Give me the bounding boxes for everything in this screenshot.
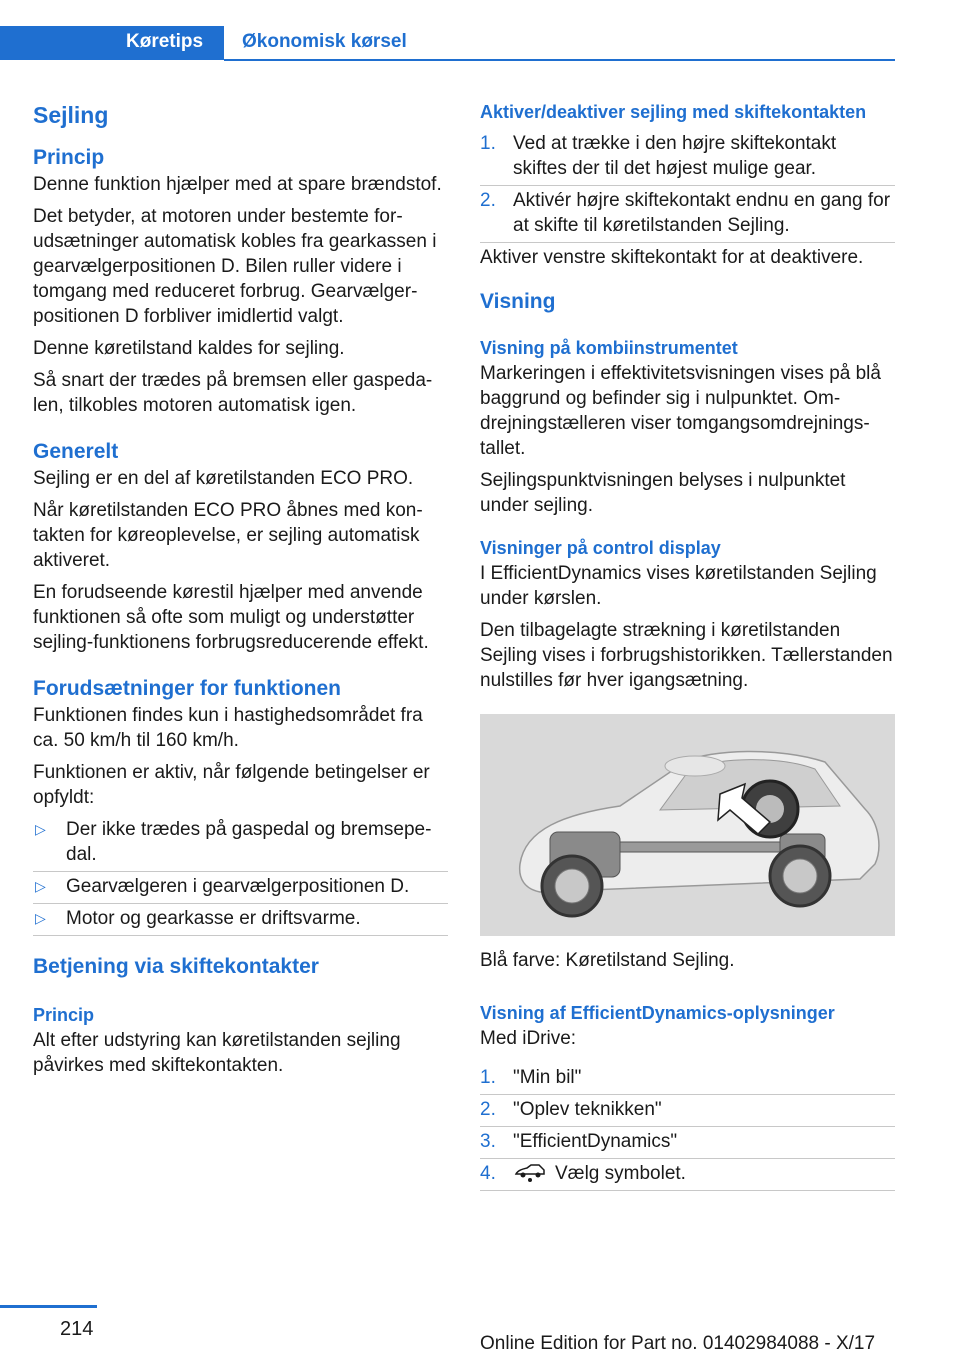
subheading-control-display: Visninger på control display <box>480 538 721 558</box>
step-text: "Min bil" <box>513 1067 582 1088</box>
section-heading-betjening: Betjening via skiftekontakter <box>33 955 319 978</box>
paragraph: Den tilbagelagte strækning i køretilstanden Sejling vises i forbrugshistorikken. Tællerstanden nulstilles før hver igangsætning. <box>480 620 893 691</box>
section-heading-forudsaetninger: Forudsætninger for funktionen <box>33 677 341 700</box>
section-heading-visning: Visning <box>480 290 556 313</box>
paragraph: Alt efter udstyring kan køretilstanden sejling påvirkes med skiftekontakten. <box>33 1030 401 1076</box>
header-tabbar <box>0 26 895 62</box>
page-title: Sejling <box>33 102 109 128</box>
paragraph: Det betyder, at motoren under bestemte forudsætninger automatisk kobles fra gearkassen i gearvælgerpositionen D. Bilen ruller videre i tomgang med reduceret forbrug. Gearvælgerpositionen D forbliver imidlertid valgt. <box>33 206 437 327</box>
paragraph: Funktionen er aktiv, når følgende betingelser er opfyldt: <box>33 762 430 808</box>
step-number: 1. <box>480 1067 496 1088</box>
paragraph: Sejlingspunktvisningen belyses i nulpunktet under sejling. <box>480 470 846 516</box>
car-drivetrain-figure <box>480 714 895 936</box>
car-symbol-icon <box>513 1162 547 1182</box>
edition-note: Online Edition for Part no. 01402984088 - X/17 <box>480 1333 876 1354</box>
step-number: 1. <box>480 133 496 154</box>
paragraph: Denne køretilstand kaldes for sejling. <box>33 338 345 359</box>
list-item <box>480 1065 895 1090</box>
condition-list <box>33 817 448 931</box>
tab-koretips[interactable]: Køretips <box>0 26 224 60</box>
paragraph: I EfficientDynamics vises køretilstanden Sejling under kørslen. <box>480 563 877 609</box>
subheading-aktiver-deaktiver: Aktiver/deaktiver sejling med skiftekontakten <box>480 102 867 122</box>
step-text: Aktivér højre skiftekontakt endnu en gang for at skifte til køretilstanden Sejling. <box>513 190 891 236</box>
step-text: "Oplev teknikken" <box>513 1099 662 1120</box>
paragraph: Med iDrive: <box>480 1028 577 1049</box>
header-divider <box>224 59 895 61</box>
step-text: "EfficientDynamics" <box>513 1131 678 1152</box>
footer-accent-line <box>0 1305 97 1308</box>
list-item-text: Der ikke trædes på gaspedal og bremsepedal. <box>66 819 432 865</box>
list-item <box>480 1097 895 1122</box>
paragraph: Denne funktion hjælper med at spare brændstof. <box>33 174 442 195</box>
step-text: Ved at trække i den højre skiftekontakt skiftes der til det højest mulige gear. <box>513 133 837 179</box>
list-item <box>33 906 448 931</box>
step-number: 2. <box>480 190 496 211</box>
paragraph: Funktionen findes kun i hastighedsområdet fra ca. 50 km/h til 160 km/h. <box>33 705 423 751</box>
tab-okonomisk-korsel[interactable]: Økonomisk kørsel <box>242 31 407 52</box>
subheading-princip: Princip <box>33 1005 95 1025</box>
section-heading-generelt: Generelt <box>33 440 119 463</box>
section-heading-princip: Princip <box>33 146 105 169</box>
paragraph: Sejling er en del af køretilstanden ECO PRO. <box>33 468 414 489</box>
list-item <box>33 817 448 867</box>
idrive-steps <box>480 1065 895 1186</box>
step-text: Vælg symbolet. <box>555 1163 686 1184</box>
left-column <box>33 100 448 1085</box>
list-item <box>480 1161 895 1186</box>
list-item-text: Motor og gearkasse er driftsvarme. <box>66 908 361 929</box>
list-item-text: Gearvælgeren i gearvælgerpositionen D. <box>66 876 410 897</box>
paragraph: Så snart der trædes på bremsen eller gaspedalen, tilkobles motoren automatisk igen. <box>33 370 433 416</box>
paragraph: Aktiver venstre skiftekontakt for at deaktivere. <box>480 247 864 268</box>
paragraph: Markeringen i effektivitetsvisningen vises på blå baggrund og befinder sig i nulpunktet. Omdrejningstælleren viser tomgangsomdrejningstallet. <box>480 363 881 459</box>
right-column <box>480 100 895 1193</box>
step-number: 3. <box>480 1131 496 1152</box>
paragraph: En forudseende kørestil hjælper med anvende funktionen så ofte som muligt og understøtter sejling-funktionens forbrugsreducerende effekt. <box>33 582 429 653</box>
subheading-kombiinstrument: Visning på kombiinstrumentet <box>480 338 738 358</box>
list-item <box>480 131 895 181</box>
page-number: 214 <box>60 1318 94 1340</box>
triangle-bullet-icon: ▷ <box>35 910 46 926</box>
step-number: 4. <box>480 1163 496 1184</box>
triangle-bullet-icon: ▷ <box>35 878 46 894</box>
subheading-efficientdynamics: Visning af EfficientDynamics-oplysninger <box>480 1003 835 1023</box>
activation-steps <box>480 131 895 238</box>
list-item <box>33 874 448 899</box>
triangle-bullet-icon: ▷ <box>35 821 46 837</box>
car-illustration <box>480 714 895 936</box>
list-item <box>480 188 895 238</box>
paragraph: Når køretilstanden ECO PRO åbnes med kontakten for køreoplevelse, er sejling automatisk aktiveret. <box>33 500 423 571</box>
figure-caption: Blå farve: Køretilstand Sejling. <box>480 950 735 971</box>
list-item <box>480 1129 895 1154</box>
step-number: 2. <box>480 1099 496 1120</box>
